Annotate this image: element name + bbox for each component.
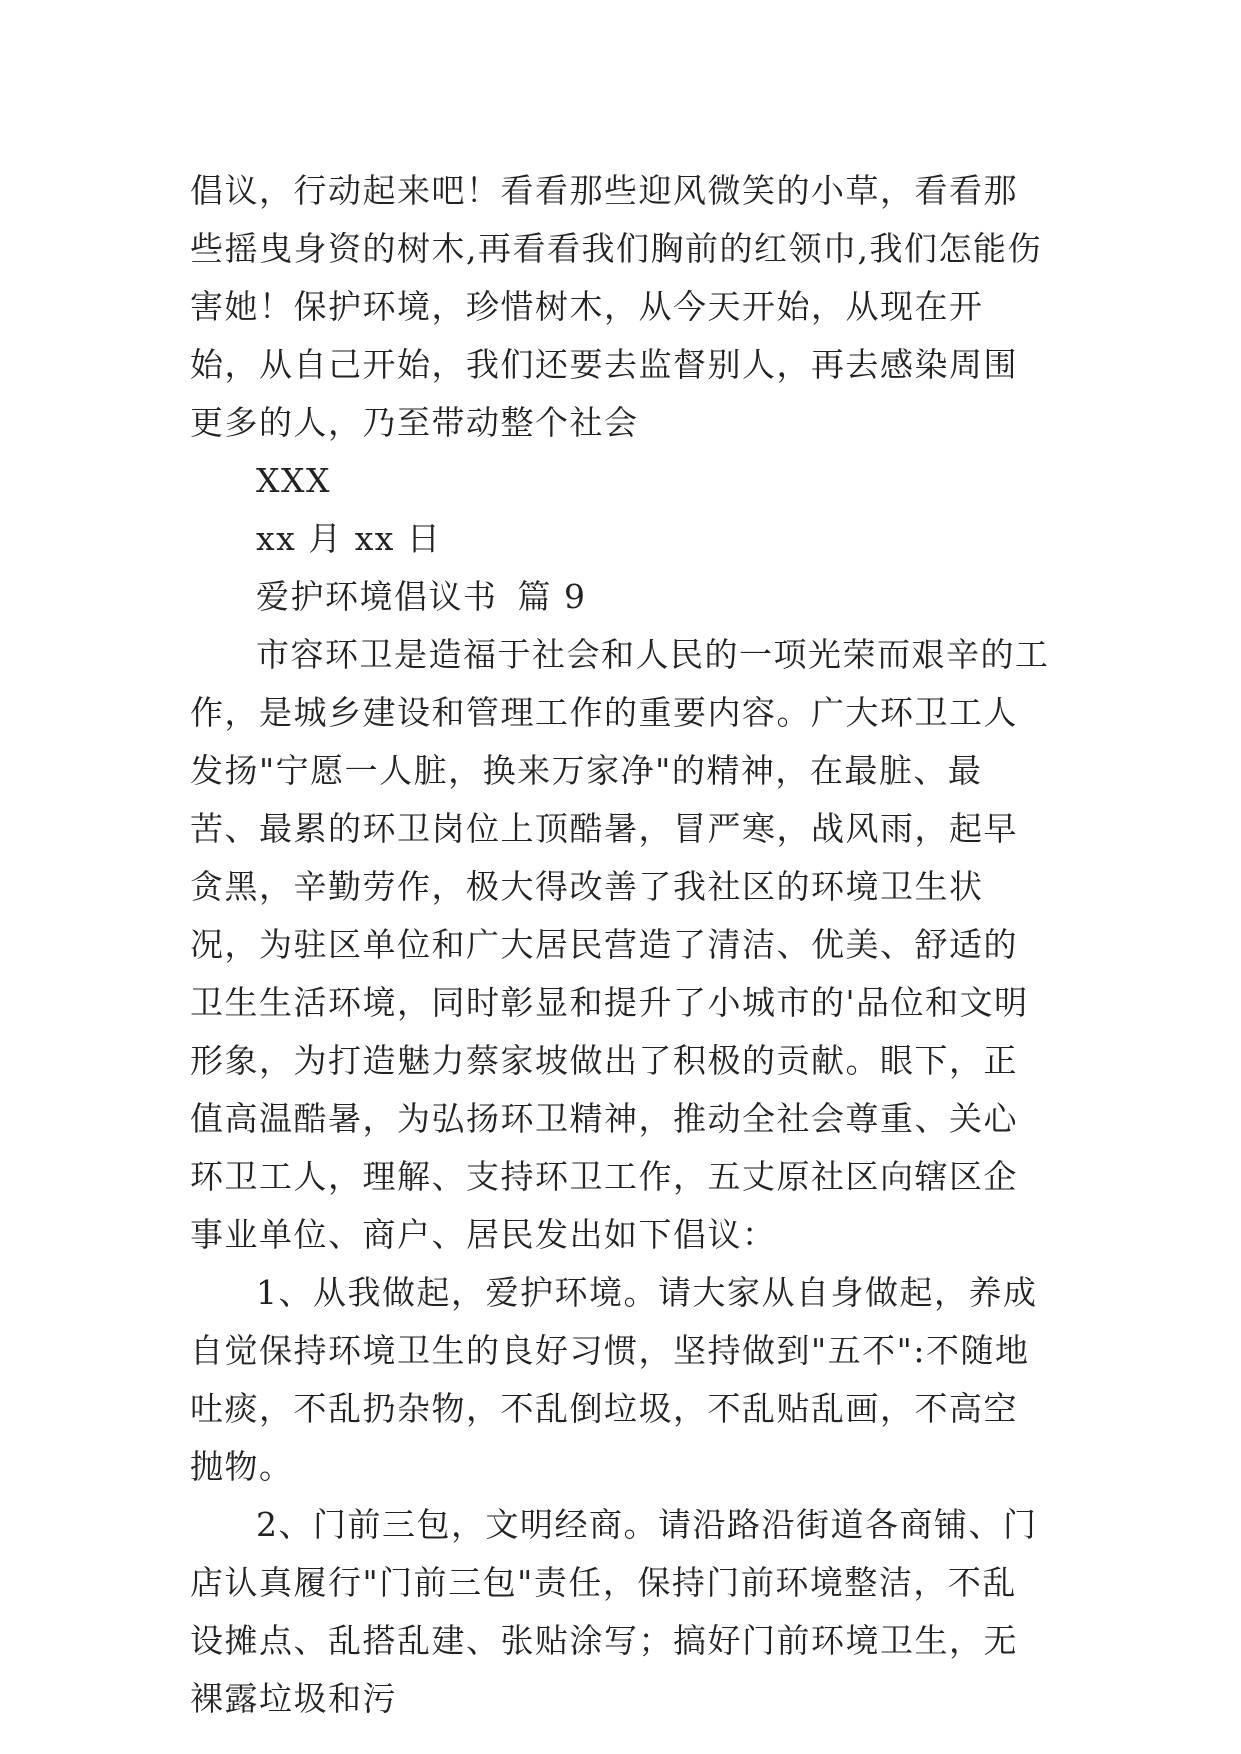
intro-paragraph: 倡议，行动起来吧！看看那些迎风微笑的小草，看看那些摇曳身资的树木,再看看我们胸前的红领巾,我们怎能伤害她！保护环境，珍惜树木，从今天开始，从现在开始，从自己开始，我们还要去监督别人，再去感染周围更多的人，乃至带动整个社会 — [190, 171, 1042, 442]
list-item-1: 1、从我做起，爱护环境。请大家从自身做起，养成自觉保持环境卫生的良好习惯，坚持做到"五不":不随地吐痰，不乱扔杂物，不乱倒垃圾，不乱贴乱画，不高空抛物。 — [190, 1273, 1038, 1486]
signature: XXX — [256, 461, 331, 500]
list-item-2: 2、门前三包，文明经商。请沿路沿街道各商铺、门店认真履行"门前三包"责任，保持门前环境整洁，不乱设摊点、乱搭乱建、张贴涂写；搞好门前环境卫生，无裸露垃圾和污 — [190, 1505, 1038, 1718]
section-heading — [190, 568, 1050, 626]
body-paragraph: 市容环卫是造福于社会和人民的一项光荣而艰辛的工作，是城乡建设和管理工作的重要内容。广大环卫工人发扬"宁愿一人脏，换来万家净"的精神，在最脏、最苦、最累的环卫岗位上顶酷暑，冒严寒，战风雨，起早贪黑，辛勤劳作，极大得改善了我社区的环境卫生状况，为驻区单位和广大居民营造了清洁、优美、舒适的卫生生活环境，同时彰显和提升了小城市的'品位和文明形象，为打造魅力蔡家坡做出了积极的贡献。眼下，正值高温酷暑，为弘扬环卫精神，推动全社会尊重、关心环卫工人，理解、支持环卫工作，五丈原社区向辖区企事业单位、商户、居民发出如下倡议： — [190, 635, 1050, 1254]
date-line: xx 月 xx 日 — [256, 519, 442, 558]
section-label: 篇 9 — [517, 577, 587, 616]
section-title: 爱护环境倡议书 — [256, 577, 498, 616]
document-body — [190, 162, 1050, 1728]
